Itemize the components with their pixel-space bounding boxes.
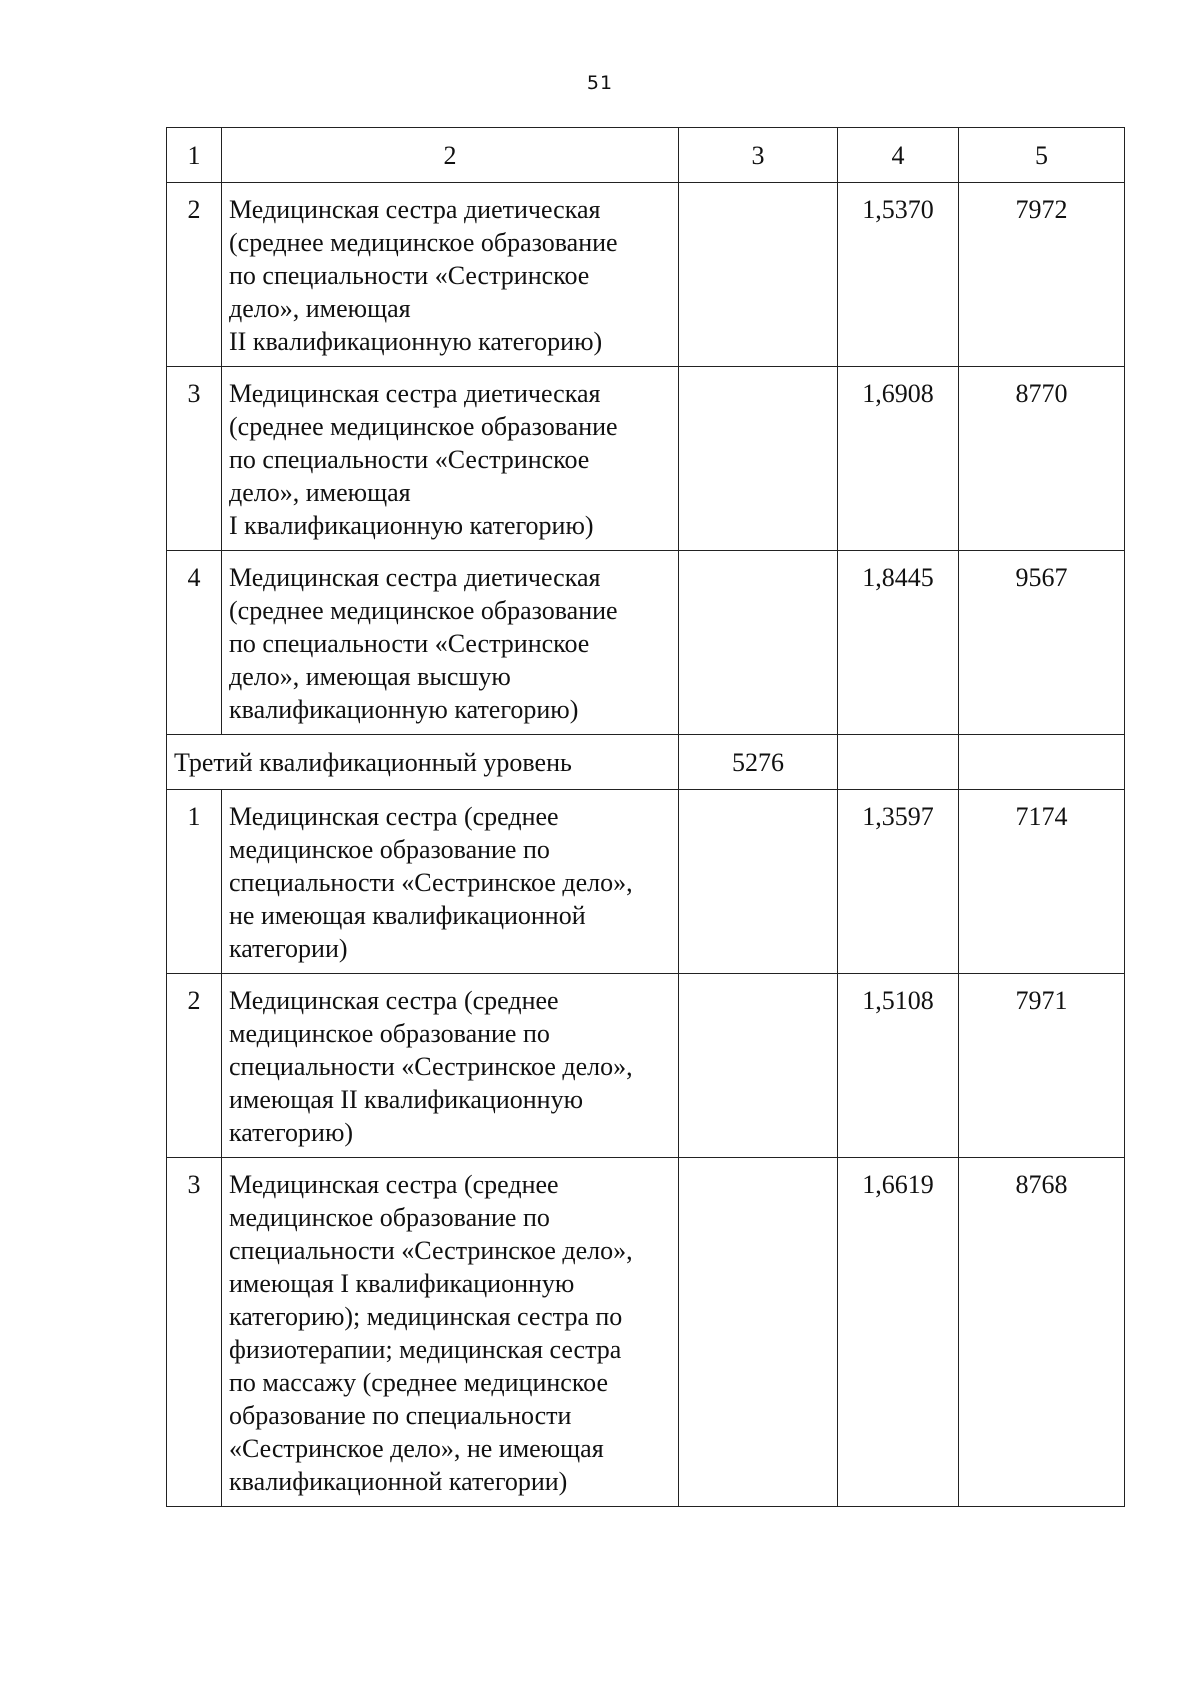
position-description [222,974,679,1158]
position-description [222,367,679,551]
description-line: медицинское образование по [229,1203,550,1232]
salary-cell: 7971 [959,974,1125,1158]
table-row [167,367,1125,551]
table-row [167,551,1125,735]
description-line: по специальности «Сестринское [229,629,590,658]
base-salary-cell [679,974,838,1158]
description-line: имеющая II квалификационную [229,1085,584,1114]
row-number: 2 [167,183,222,367]
description-line: «Сестринское дело», не имеющая [229,1434,604,1463]
description-line: Медицинская сестра (среднее [229,1170,559,1199]
description-line: дело», имеющая [229,294,411,323]
salary-cell: 8768 [959,1158,1125,1507]
base-salary-cell [679,551,838,735]
description-line: специальности «Сестринское дело», [229,868,633,897]
description-line: медицинское образование по [229,835,550,864]
description-line: категорию) [229,1118,354,1147]
coefficient-cell: 1,5108 [838,974,959,1158]
description-line: (среднее медицинское образование [229,596,618,625]
row-number: 3 [167,367,222,551]
row-number: 1 [167,790,222,974]
coefficient-cell: 1,8445 [838,551,959,735]
description-line: категории) [229,934,348,963]
column-header: 1 [167,128,222,183]
salary-cell: 7174 [959,790,1125,974]
description-line: Медицинская сестра диетическая [229,563,601,592]
description-line: специальности «Сестринское дело», [229,1052,633,1081]
description-line: по специальности «Сестринское [229,445,590,474]
description-line: Медицинская сестра диетическая [229,195,601,224]
description-line: Медицинская сестра (среднее [229,802,559,831]
table-row [167,183,1125,367]
position-description [222,1158,679,1507]
base-salary-cell [679,790,838,974]
qualification-level-salary: 5276 [679,735,838,790]
description-line: II квалификационную категорию) [229,327,603,356]
row-number: 3 [167,1158,222,1507]
table-row [167,974,1125,1158]
description-line: не имеющая квалификационной [229,901,586,930]
description-line: по специальности «Сестринское [229,261,590,290]
column-header: 2 [222,128,679,183]
position-description [222,551,679,735]
description-line: медицинское образование по [229,1019,550,1048]
empty-cell [959,735,1125,790]
row-number: 2 [167,974,222,1158]
description-line: дело», имеющая высшую [229,662,511,691]
base-salary-cell [679,367,838,551]
coefficient-cell: 1,5370 [838,183,959,367]
qualification-level-label: Третий квалификационный уровень [167,735,679,790]
column-header: 3 [679,128,838,183]
description-line: квалификационную категорию) [229,695,579,724]
table-row [167,1158,1125,1507]
qualification-level-row [167,735,1125,790]
description-line: имеющая I квалификационную [229,1269,575,1298]
description-line: I квалификационную категорию) [229,511,594,540]
coefficient-cell: 1,6908 [838,367,959,551]
description-line: Медицинская сестра (среднее [229,986,559,1015]
table-row [167,790,1125,974]
salary-cell: 7972 [959,183,1125,367]
column-header: 5 [959,128,1125,183]
salary-table [166,127,1125,1507]
page-number: 51 [586,72,614,94]
description-line: Медицинская сестра диетическая [229,379,601,408]
salary-cell: 8770 [959,367,1125,551]
description-line: (среднее медицинское образование [229,228,618,257]
description-line: (среднее медицинское образование [229,412,618,441]
description-line: образование по специальности [229,1401,572,1430]
description-line: специальности «Сестринское дело», [229,1236,633,1265]
description-line: по массажу (среднее медицинское [229,1368,608,1397]
coefficient-cell: 1,3597 [838,790,959,974]
column-header: 4 [838,128,959,183]
row-number: 4 [167,551,222,735]
description-line: квалификационной категории) [229,1467,568,1496]
empty-cell [838,735,959,790]
position-description [222,790,679,974]
base-salary-cell [679,1158,838,1507]
description-line: категорию); медицинская сестра по [229,1302,623,1331]
salary-cell: 9567 [959,551,1125,735]
description-line: физиотерапии; медицинская сестра [229,1335,622,1364]
description-line: дело», имеющая [229,478,411,507]
position-description [222,183,679,367]
base-salary-cell [679,183,838,367]
table-header-row [167,128,1125,183]
coefficient-cell: 1,6619 [838,1158,959,1507]
